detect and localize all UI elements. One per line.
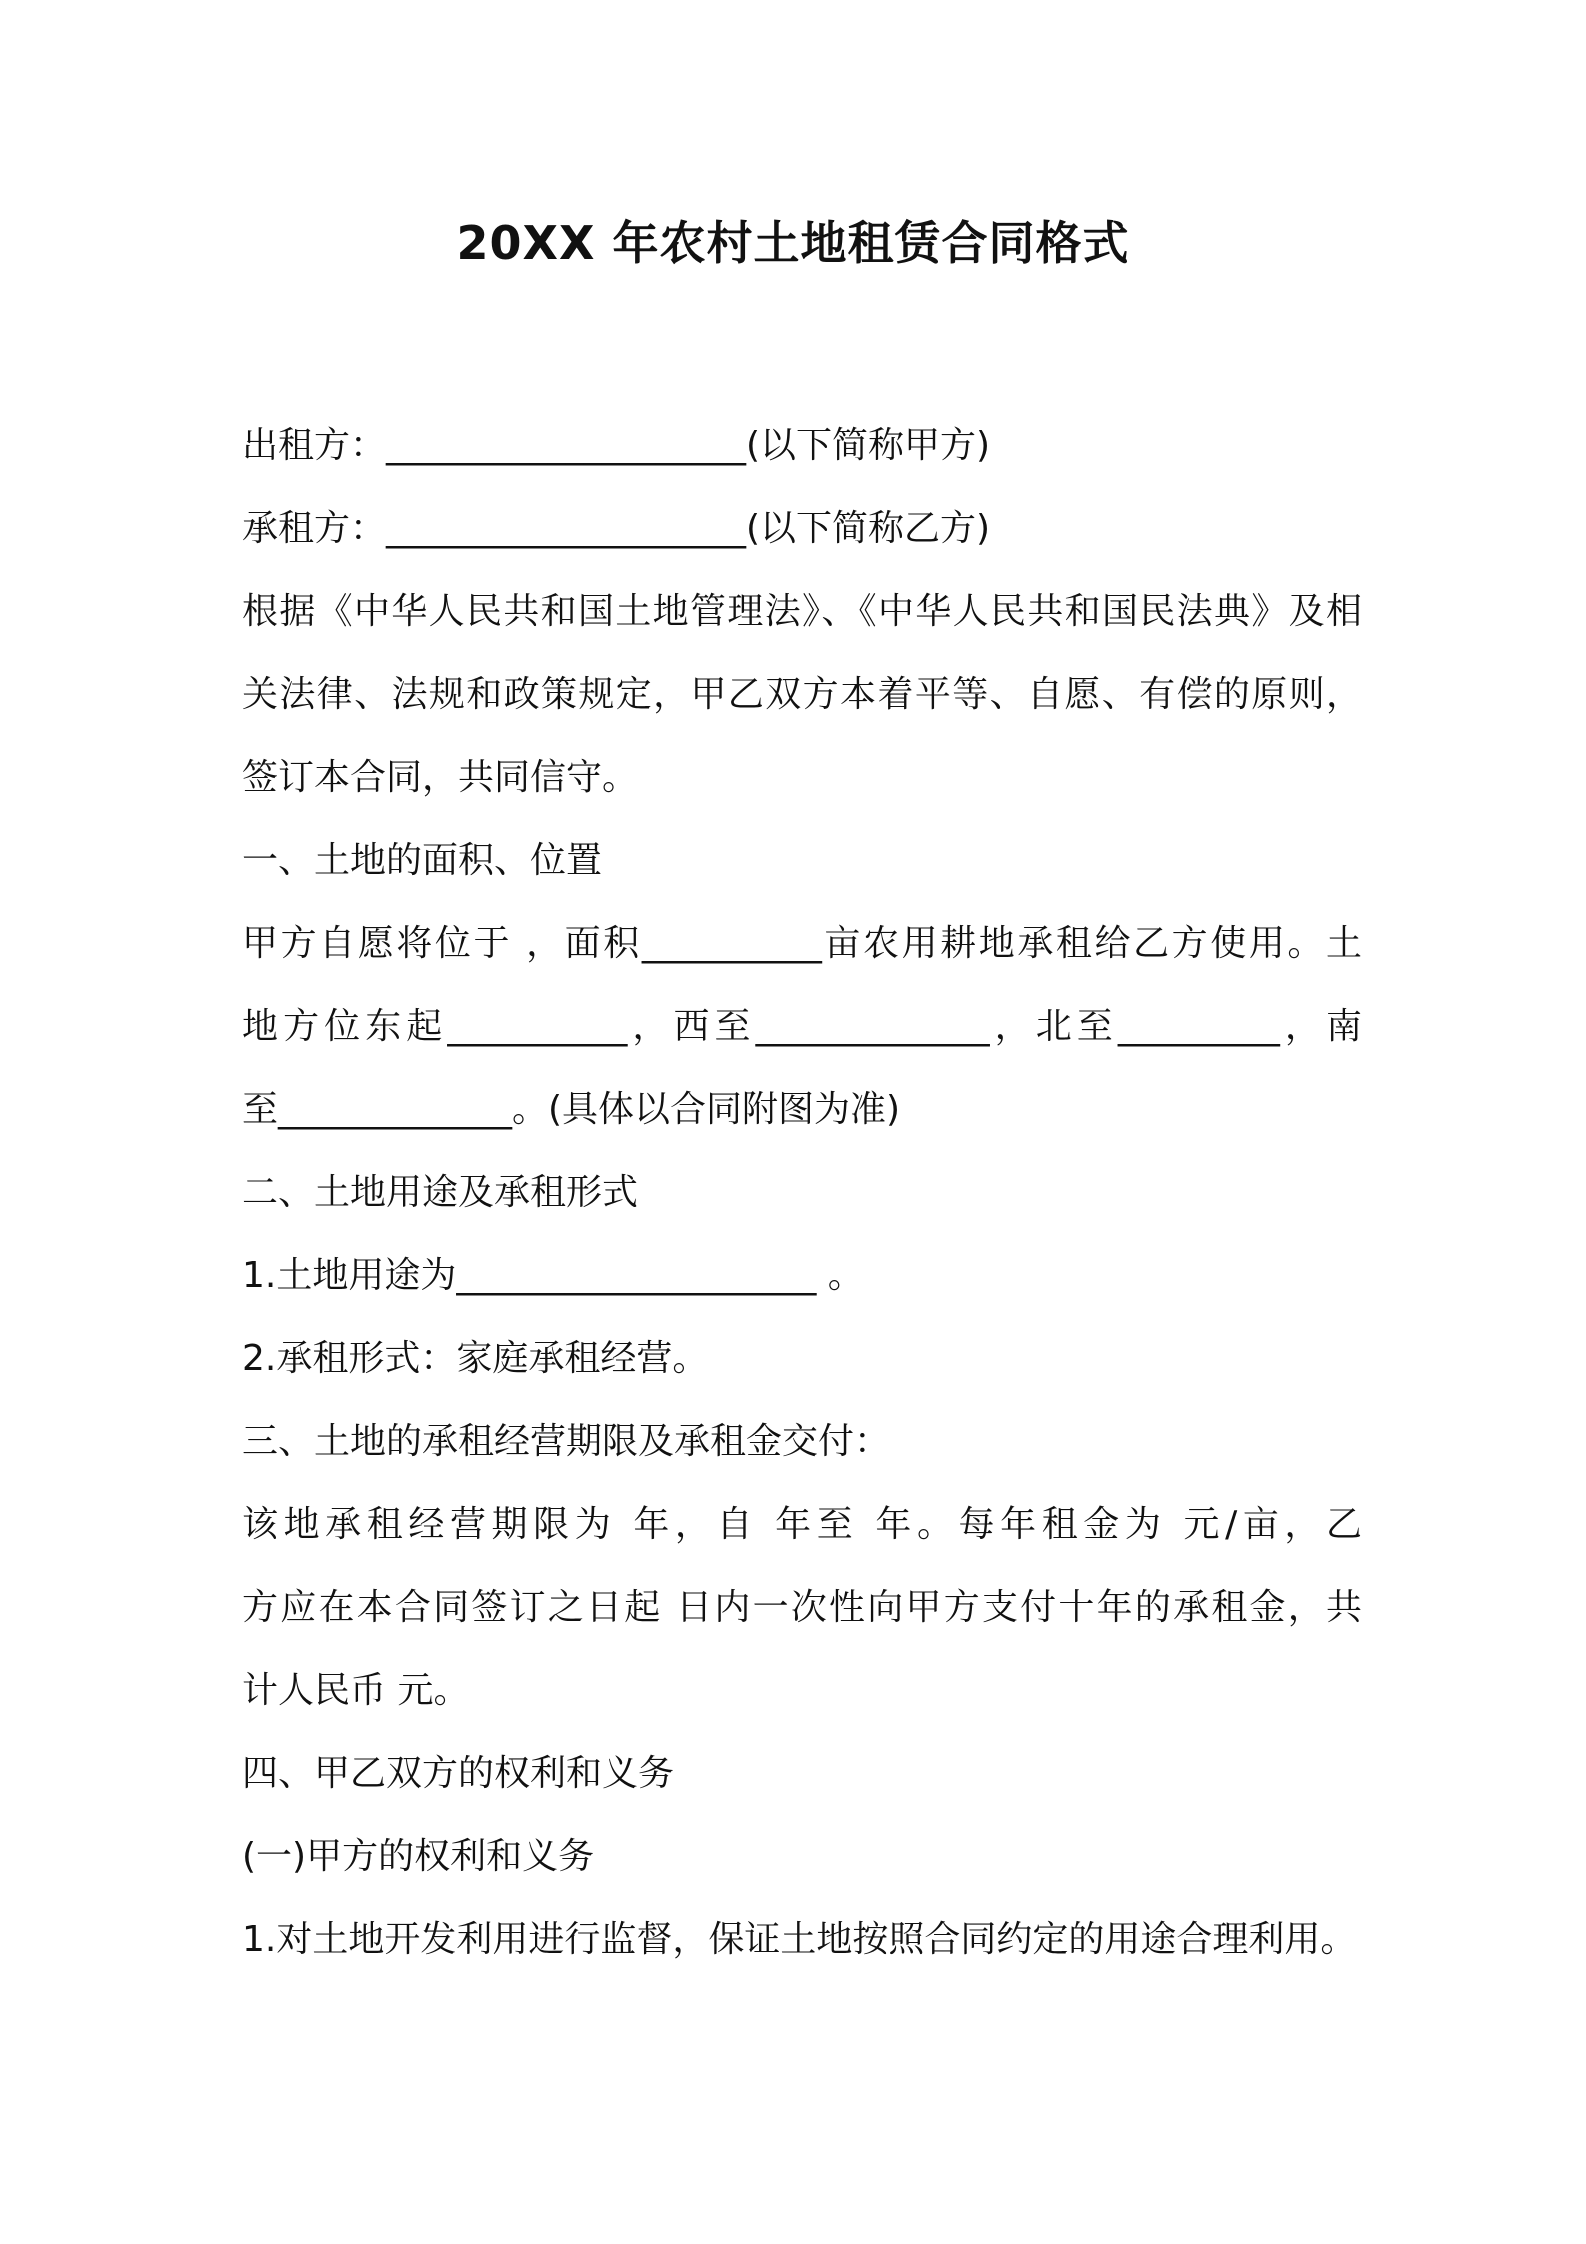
section-heading: 二、土地用途及承租形式	[242, 1172, 639, 1213]
lessor-line: 出租方：____________________(以下简称甲方)	[242, 425, 991, 466]
document-body	[242, 404, 1362, 1981]
paragraph-line: 根据《中华人民共和国土地管理法》、《中华人民共和国民法典》及相	[242, 591, 1362, 632]
paragraph-line: 计人民币 元。	[242, 1670, 470, 1711]
lessee-line: 承租方：____________________(以下简称乙方)	[242, 508, 991, 549]
paragraph-line: 方应在本合同签订之日起 日内一次性向甲方支付十年的承租金，共	[242, 1587, 1362, 1628]
paragraph-line: 关法律、法规和政策规定，甲乙双方本着平等、自愿、有偿的原则，	[242, 674, 1362, 715]
section-heading: 四、甲乙双方的权利和义务	[242, 1753, 675, 1794]
clause-line: 2.承租形式：家庭承租经营。	[242, 1338, 709, 1379]
paragraph-line: 地方位东起__________，西至_____________，北至_________，南	[242, 1006, 1362, 1047]
paragraph-line: 该地承租经营期限为 年，自 年至 年。每年租金为 元/亩，乙	[242, 1504, 1362, 1545]
section-heading: 一、土地的面积、位置	[242, 840, 603, 881]
clause-line: 1.对土地开发利用进行监督，保证土地按照合同约定的用途合理利用。	[242, 1919, 1357, 1960]
section-heading: 三、土地的承租经营期限及承租金交付：	[242, 1421, 891, 1462]
paragraph-line: 签订本合同，共同信守。	[242, 757, 639, 798]
clause-line: 1.土地用途为____________________ 。	[242, 1255, 864, 1296]
subsection-heading: (一)甲方的权利和义务	[242, 1836, 595, 1877]
paragraph-line: 至_____________。(具体以合同附图为准)	[242, 1089, 901, 1130]
document-title: 20XX 年农村土地租赁合同格式	[456, 216, 1130, 270]
paragraph-line: 甲方自愿将位于 ，面积__________亩农用耕地承租给乙方使用。土	[242, 923, 1362, 964]
